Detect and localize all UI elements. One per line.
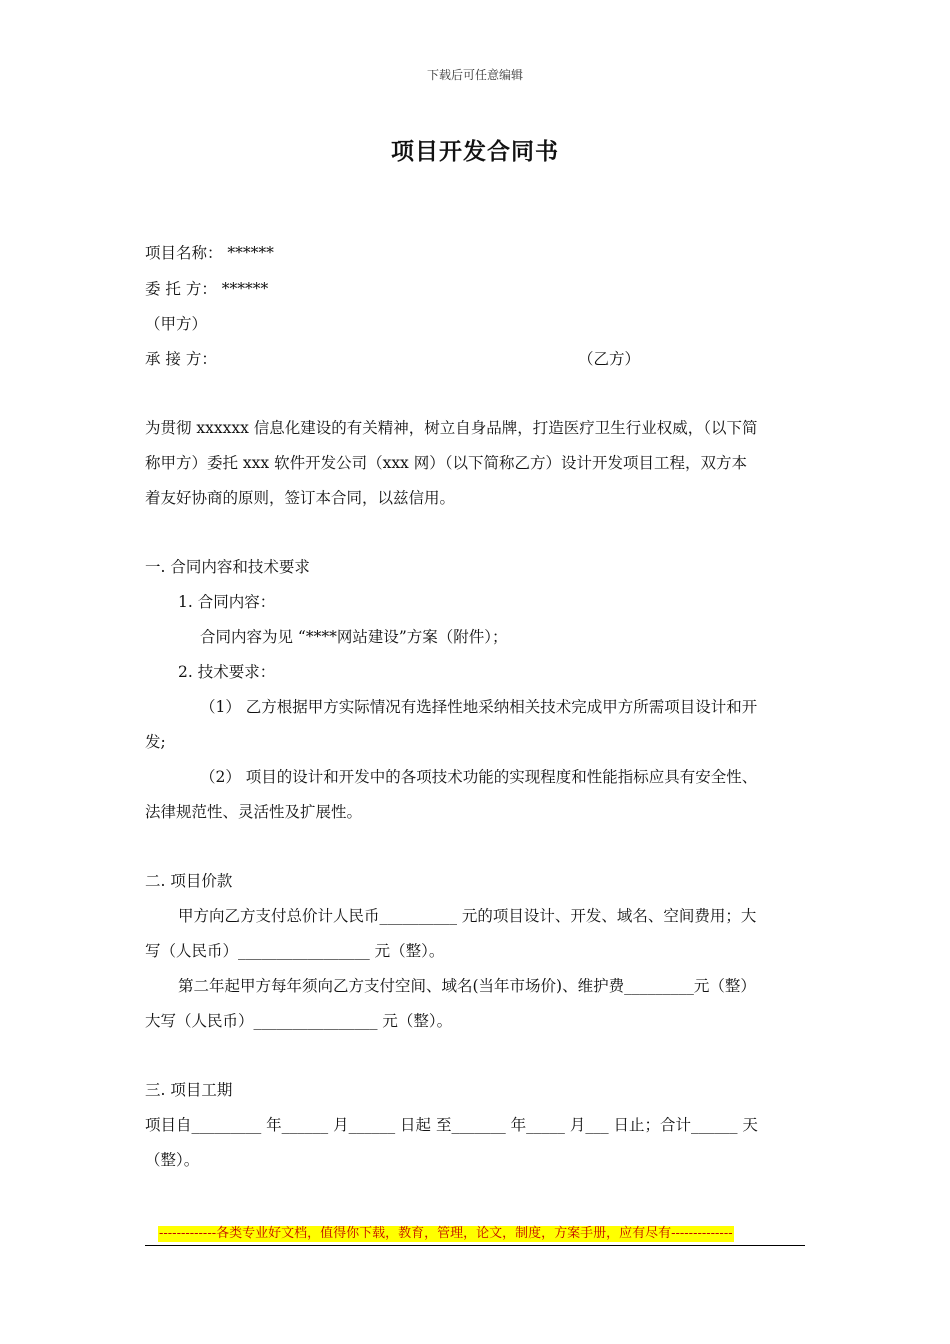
section1-sub1-text: 合同内容为见 “****网站建设”方案（附件）； bbox=[200, 628, 508, 646]
document-title: 项目开发合同书 bbox=[391, 138, 559, 165]
intro-line: 为贯彻 xxxxxx 信息化建设的有关精神，树立自身品牌，打造医疗卫生行业权威，（以下简 bbox=[145, 419, 758, 437]
footer-banner: -------------各类专业好文档，值得你下载，教育，管理，论文，制度，方案手册，应有尽有-------------- bbox=[159, 1226, 733, 1241]
intro-line: 称甲方）委托 xxx 软件开发公司（xxx 网）（以下简称乙方）设计开发项目工程，双方本 bbox=[145, 454, 747, 472]
client-line: 委 托 方： ****** bbox=[145, 280, 269, 298]
project-name-line: 项目名称： ****** bbox=[145, 244, 274, 262]
contractor-line: 承 接 方： bbox=[145, 350, 217, 368]
schedule-paragraph-cont: （整）。 bbox=[145, 1151, 200, 1169]
price-paragraph-2: 第二年起甲方每年须向乙方支付空间、域名(当年市场价)、维护费_________元（整） bbox=[178, 977, 756, 995]
requirement-1-cont: 发; bbox=[145, 733, 166, 751]
section1-sub2-heading: 2. 技术要求： bbox=[178, 663, 276, 681]
section1-sub1-heading: 1. 合同内容： bbox=[178, 593, 276, 611]
schedule-paragraph: 项目自_________ 年______ 月______ 日起 至_______ 年_____ 月___ 日止；合计______ 天 bbox=[145, 1116, 758, 1134]
price-paragraph-1-cont: 写（人民币）_________________ 元（整）。 bbox=[145, 942, 445, 960]
section1-heading: 一. 合同内容和技术要求 bbox=[145, 558, 310, 576]
section2-heading: 二. 项目价款 bbox=[145, 872, 233, 890]
footer-divider bbox=[145, 1245, 805, 1246]
party-b-label: （乙方） bbox=[578, 350, 641, 368]
intro-line: 着友好协商的原则，签订本合同，以兹信用。 bbox=[145, 489, 456, 507]
price-paragraph-1: 甲方向乙方支付总价计人民币__________ 元的项目设计、开发、域名、空间费用；大 bbox=[178, 907, 757, 925]
requirement-2-cont: 法律规范性、灵活性及扩展性。 bbox=[145, 803, 363, 821]
requirement-1: （1） 乙方根据甲方实际情况有选择性地采纳相关技术完成甲方所需项目设计和开 bbox=[200, 698, 758, 716]
price-paragraph-2-cont: 大写（人民币）________________ 元（整）。 bbox=[145, 1012, 453, 1030]
party-a-label: （甲方） bbox=[145, 315, 208, 333]
header-note: 下载后可任意编辑 bbox=[426, 68, 523, 82]
section3-heading: 三. 项目工期 bbox=[145, 1081, 233, 1099]
requirement-2: （2） 项目的设计和开发中的各项技术功能的实现程度和性能指标应具有安全性、 bbox=[200, 768, 758, 786]
